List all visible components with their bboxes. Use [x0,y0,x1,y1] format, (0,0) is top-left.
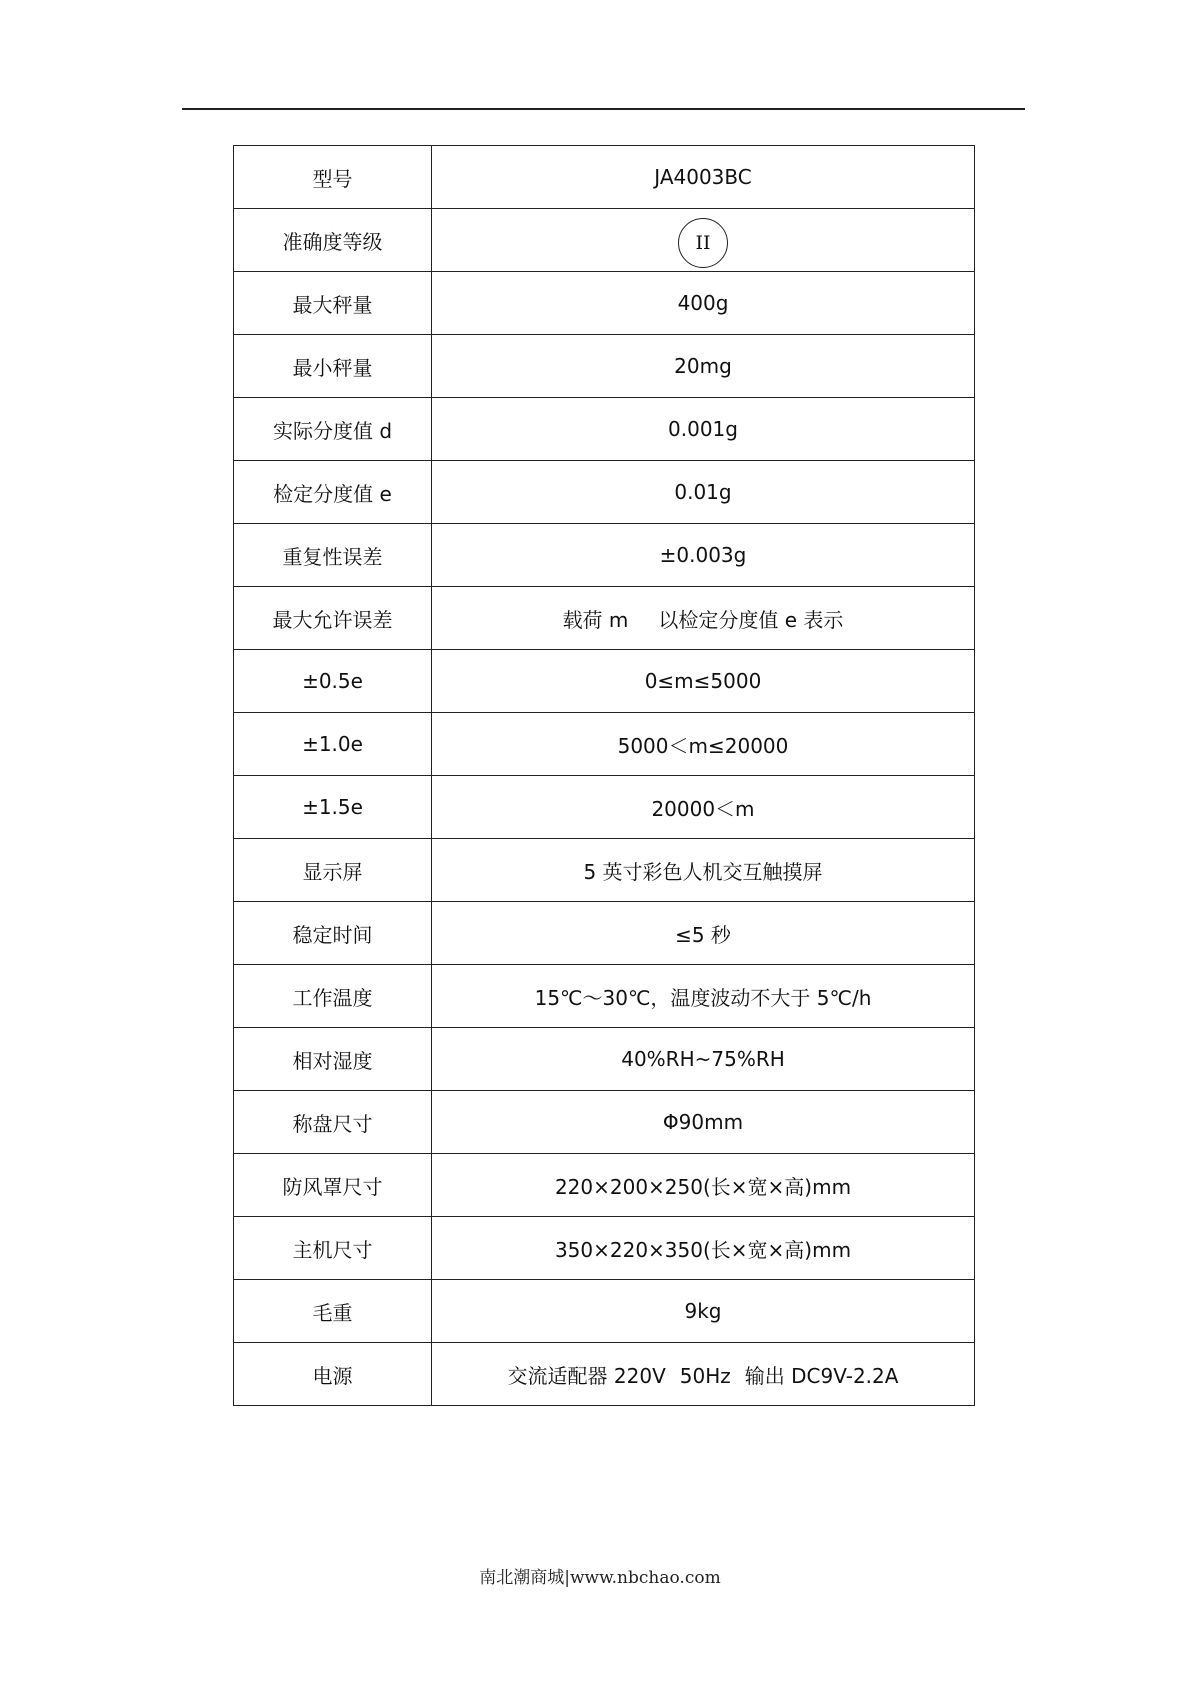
row-label: ±1.0e [234,713,432,776]
row-label: 检定分度值 e [234,461,432,524]
row-value: 40%RH~75%RH [432,1028,975,1091]
table-row [234,272,975,335]
row-value [432,1343,975,1406]
mpe-unit-header: 以检定分度值 e 表示 [658,607,844,632]
row-value: 0≤m≤5000 [432,650,975,713]
power-frequency: 50Hz [679,1363,731,1388]
row-label: 稳定时间 [234,902,432,965]
table-row [234,1028,975,1091]
row-label: 显示屏 [234,839,432,902]
mpe-load-header: 载荷 m [562,607,629,632]
table-row [234,902,975,965]
row-value: 0.001g [432,398,975,461]
spec-table [233,145,975,1406]
row-label: 最大允许误差 [234,587,432,650]
row-label: 准确度等级 [234,209,432,272]
table-row [234,713,975,776]
row-value [432,209,975,272]
row-label: 防风罩尺寸 [234,1154,432,1217]
row-value: 0.01g [432,461,975,524]
table-row [234,839,975,902]
row-value: 5000＜m≤20000 [432,713,975,776]
table-row [234,461,975,524]
row-label: 相对湿度 [234,1028,432,1091]
footer-watermark-text: 南北潮商城|www.nbchao.com [479,1568,721,1588]
table-row [234,650,975,713]
row-label: 重复性误差 [234,524,432,587]
row-label: 型号 [234,146,432,209]
table-row [234,1280,975,1343]
row-label: 最小秤量 [234,335,432,398]
row-value: 9kg [432,1280,975,1343]
table-row [234,1091,975,1154]
table-row [234,587,975,650]
row-label: 实际分度值 d [234,398,432,461]
row-label: 主机尺寸 [234,1217,432,1280]
row-value: 5 英寸彩色人机交互触摸屏 [432,839,975,902]
row-value: 20000＜m [432,776,975,839]
row-value: 15℃～30℃，温度波动不大于 5℃/h [432,965,975,1028]
table-row [234,1154,975,1217]
row-label: ±1.5e [234,776,432,839]
row-label: ±0.5e [234,650,432,713]
table-row [234,335,975,398]
row-label: 工作温度 [234,965,432,1028]
row-value: 220×200×250(长×宽×高)mm [432,1154,975,1217]
header-rule [182,108,1025,110]
row-value: 350×220×350(长×宽×高)mm [432,1217,975,1280]
accuracy-class-symbol: II [678,218,728,268]
row-label: 毛重 [234,1280,432,1343]
row-label: 最大秤量 [234,272,432,335]
row-value: JA4003BC [432,146,975,209]
row-value: ±0.003g [432,524,975,587]
table-row [234,1343,975,1406]
row-value [432,587,975,650]
table-row [234,146,975,209]
power-output: 输出 DC9V-2.2A [744,1363,899,1388]
row-value: 400g [432,272,975,335]
table-row [234,398,975,461]
table-row [234,209,975,272]
table-row [234,965,975,1028]
row-label: 称盘尺寸 [234,1091,432,1154]
power-adapter: 交流适配器 220V [507,1363,666,1388]
row-value: 20mg [432,335,975,398]
table-row [234,524,975,587]
row-value: Φ90mm [432,1091,975,1154]
table-row [234,776,975,839]
table-row [234,1217,975,1280]
row-value: ≤5 秒 [432,902,975,965]
row-label: 电源 [234,1343,432,1406]
